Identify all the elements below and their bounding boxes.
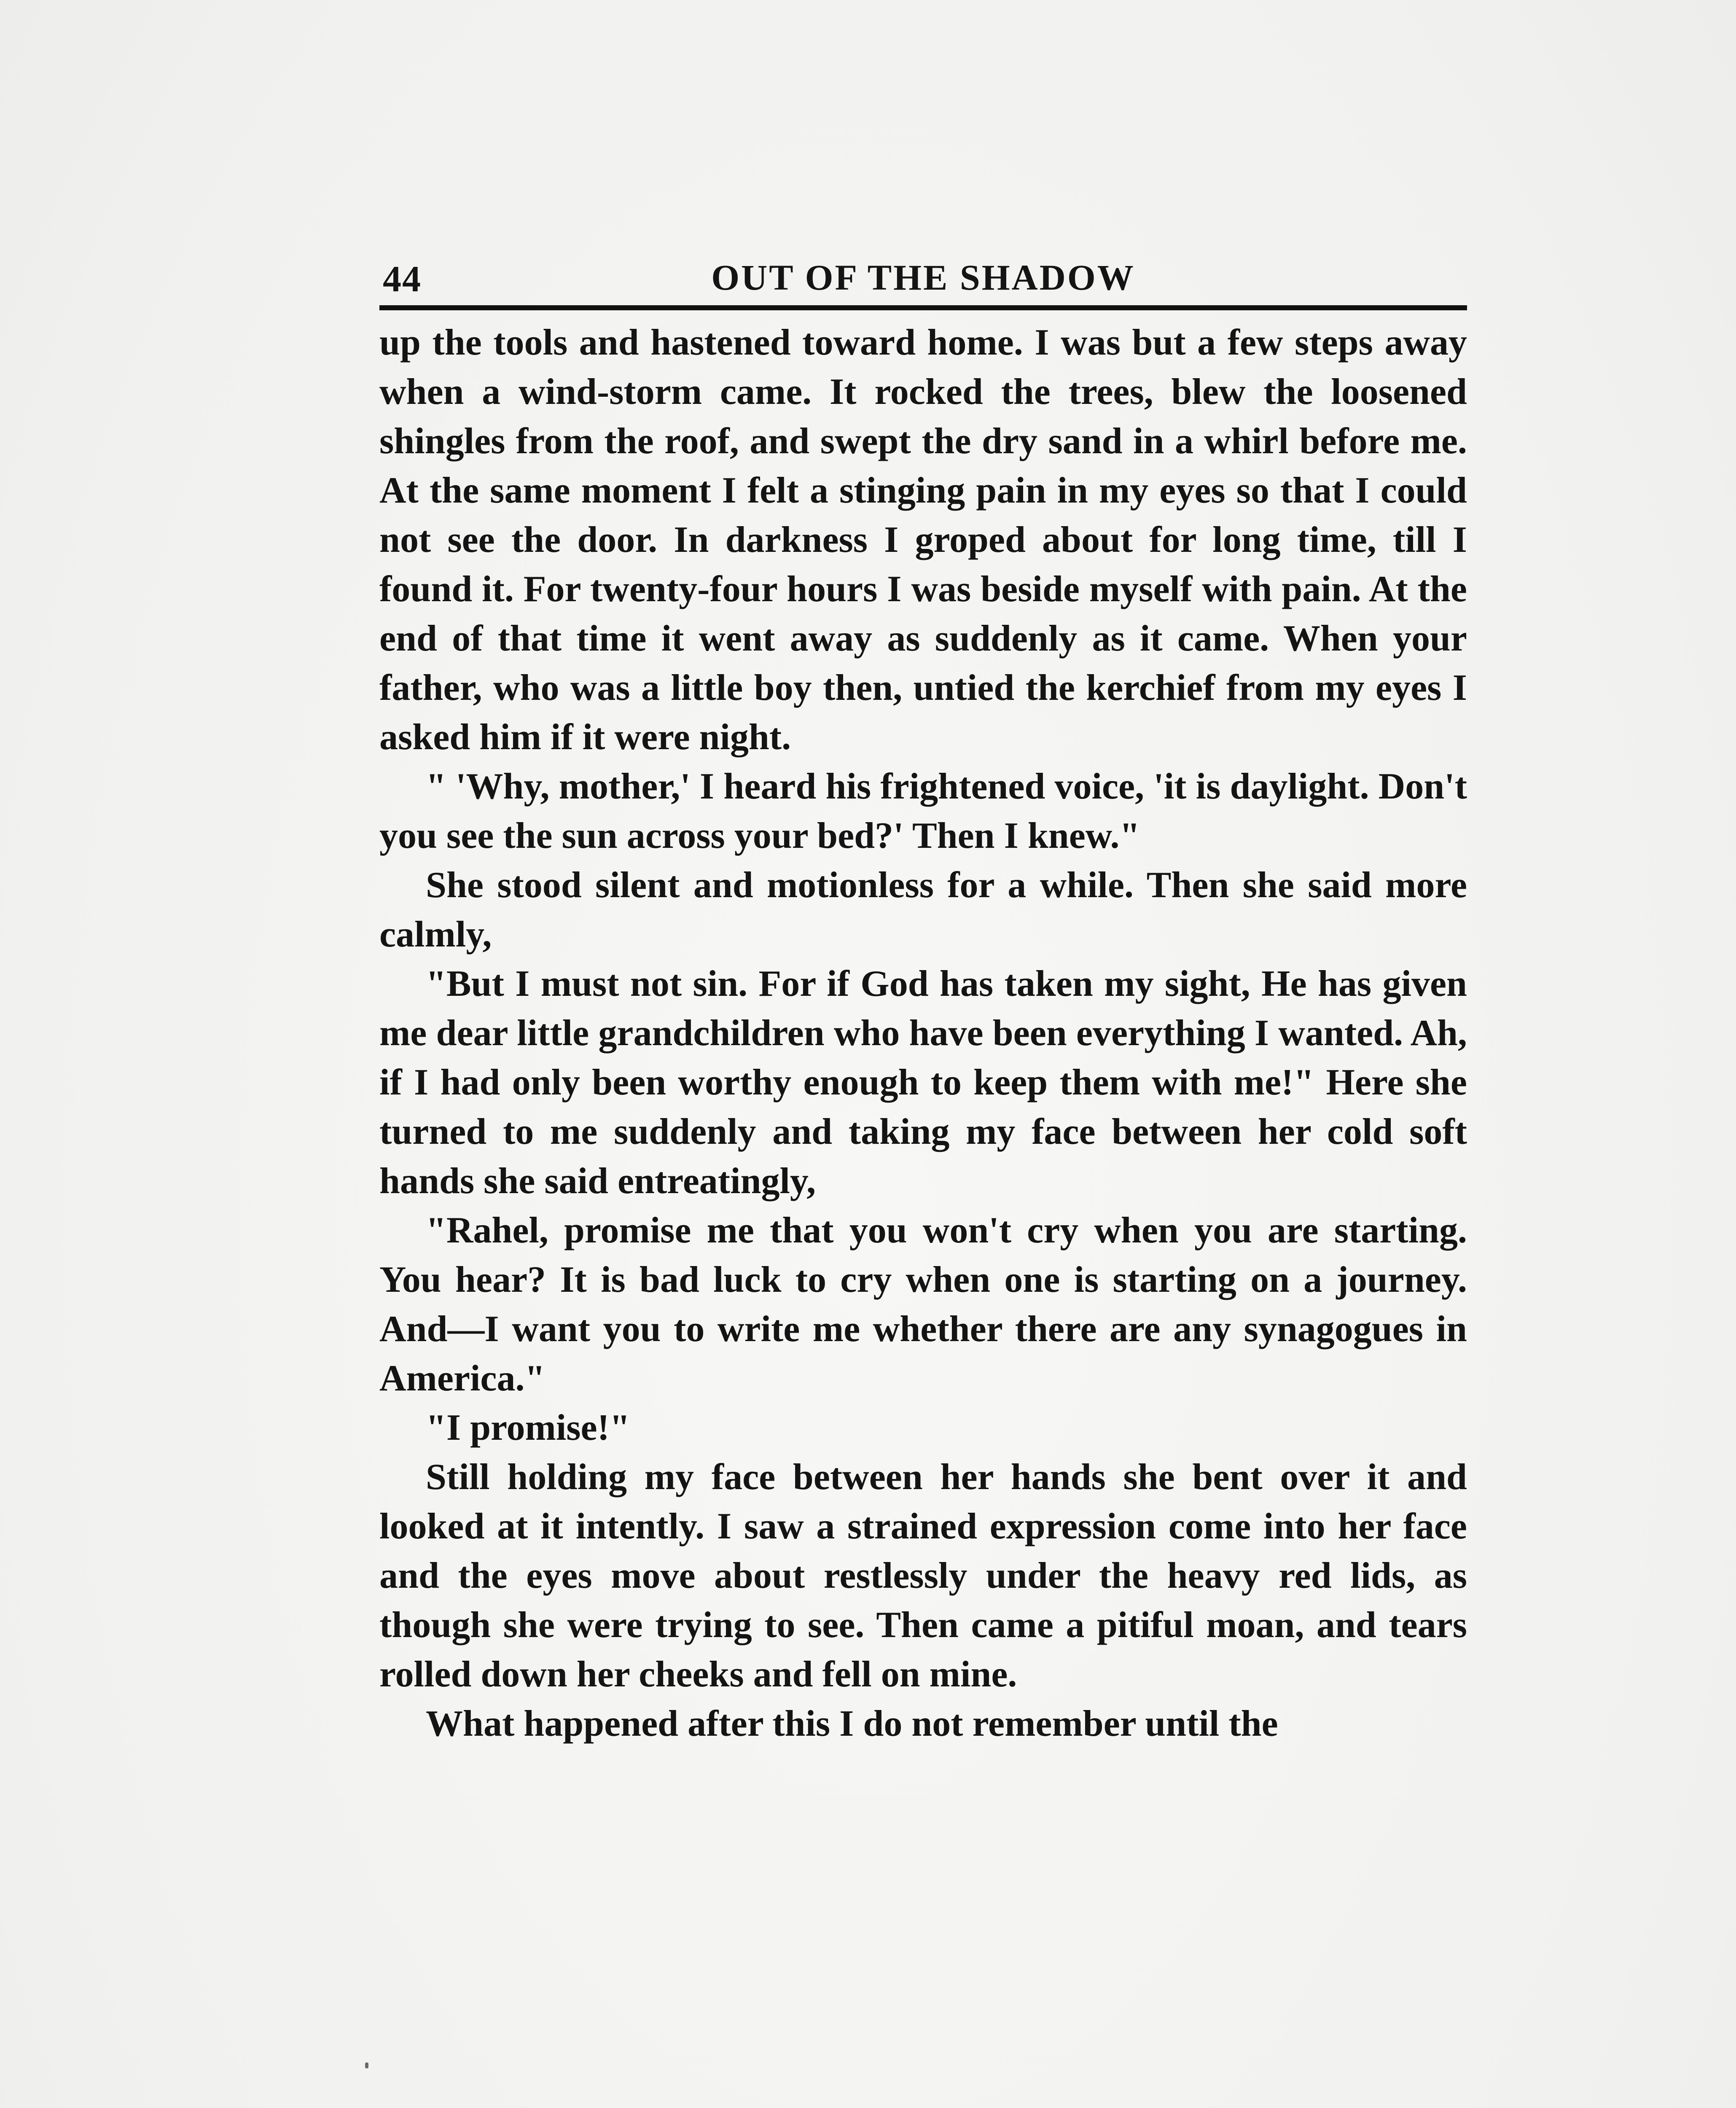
paragraph-6: "I promise!" xyxy=(426,1407,630,1448)
page-number: 44 xyxy=(383,259,422,300)
paragraph-7: Still holding my face between her hands she bent over it and looked at it intently. I saw a strained expression come into her face and the eyes move about restlessly under the heavy red lids, as though she were trying to see. Then came a pitiful moan, and tears rolled down her cheeks and fell on mine. xyxy=(379,1457,1467,1695)
paragraph-2: " 'Why, mother,' I heard his frightened voice, 'it is daylight. Don't you see the sun across your bed?' Then I knew." xyxy=(379,766,1467,856)
running-title: OUT OF THE SHADOW xyxy=(711,257,1135,298)
body-text xyxy=(379,318,1467,1748)
paragraph-4: "But I must not sin. For if God has taken my sight, He has given me dear little grandchildren who have been everything I wanted. Ah, if I had only been worthy enough to keep them with me!" Here she turned to me suddenly and taking my face between her cold soft hands she said entreatingly, xyxy=(379,963,1467,1202)
header-rule xyxy=(379,305,1467,310)
paragraph-1: up the tools and hastened toward home. I was but a few steps away when a wind-storm came. It rocked the trees, blew the loosened shingles from the roof, and swept the dry sand in a whirl before me. At the same moment I felt a stinging pain in my eyes so that I could not see the door. In darkness I groped about for long time, till I found it. For twenty-four hours I was beside myself with pain. At the end of that time it went away as suddenly as it came. When your father, who was a little boy then, untied the kerchief from my eyes I asked him if it were night. xyxy=(379,322,1467,758)
paragraph-5: "Rahel, promise me that you won't cry when you are starting. You hear? It is bad luck to cry when one is starting on a journey. And—I want you to write me whether there are any synagogues in America." xyxy=(379,1210,1467,1399)
ink-speck xyxy=(365,2062,368,2068)
paragraph-8: What happened after this I do not remember until the xyxy=(426,1703,1278,1744)
text-block xyxy=(379,253,1467,1748)
paragraph-3: She stood silent and motionless for a while. Then she said more calmly, xyxy=(379,865,1467,955)
running-head xyxy=(379,253,1467,308)
